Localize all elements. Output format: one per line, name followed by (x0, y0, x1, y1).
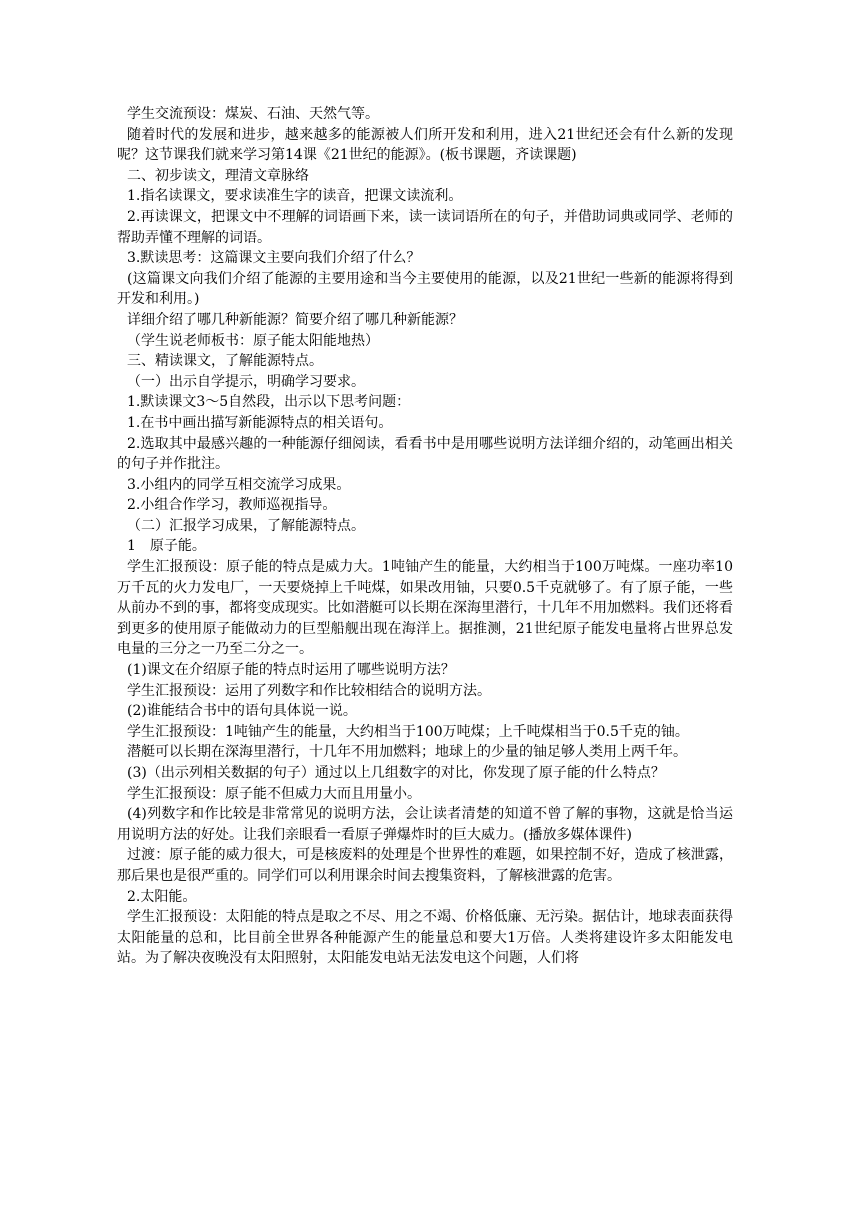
paragraph: (2)谁能结合书中的语句具体说一说。 (127, 703, 357, 720)
paragraph: （学生说老师板书：原子能太阳能地热） (127, 332, 379, 349)
paragraph: 3.小组内的同学互相交流学习成果。 (127, 476, 351, 493)
paragraph: 2.太阳能。 (127, 888, 197, 905)
paragraph: 1.指名读课文，要求读准生字的读音，把课文读流利。 (127, 188, 463, 205)
section-heading: 二、初步读文，理清文章脉络 (127, 167, 309, 184)
paragraph: 过渡：原子能的威力很大，可是核废料的处理是个世界性的难题，如果控制不好，造成了核泄露，那后果也是很严重的。同学们可以利用课余时间去搜集资料，了解核泄露的危害。 (117, 847, 733, 884)
paragraph: (这篇课文向我们介绍了能源的主要用途和当今主要使用的能源，以及21世纪一些新的能源将得到开发和利用。) (117, 270, 733, 308)
paragraph: （一）出示自学提示，明确学习要求。 (127, 373, 365, 390)
paragraph: 学生汇报预设：原子能的特点是威力大。1吨铀产生的能量，大约相当于100万吨煤。一座功率10万千瓦的火力发电厂，一天要烧掉上千吨煤，如果改用铀，只要0.5千克就够了。有了原子能，一些从前办不到的事，都将变成现实。比如潜艇可以长期在深海里潜行，十几年不用加燃料。我们还将看到更多的使用原子能做动力的巨型船舰出现在海洋上。据推测，21世纪原子能发电量将占世界总发电量的三分之一乃至二分之一。 (117, 559, 733, 658)
paragraph: 3.默读思考：这篇课文主要向我们介绍了什么？ (127, 250, 421, 267)
paragraph: 2.选取其中最感兴趣的一种能源仔细阅读，看看书中是用哪些说明方法详细介绍的，动笔画出相关的句子并作批注。 (117, 435, 733, 473)
paragraph: 随着时代的发展和进步，越来越多的能源被人们所开发和利用，进入21世纪还会有什么新的发现呢？这节课我们就来学习第14课《21世纪的能源》。(板书课题，齐读课题) (117, 126, 733, 164)
paragraph: 详细介绍了哪几种新能源？简要介绍了哪几种新能源？ (127, 311, 463, 328)
paragraph: (4)列数字和作比较是非常常见的说明方法，会让读者清楚的知道不曾了解的事物，这就是恰当运用说明方法的好处。让我们亲眼看一看原子弹爆炸时的巨大威力。(播放多媒体课件) (117, 806, 733, 843)
section-heading: 三、精读课文，了解能源特点。 (127, 353, 323, 370)
paragraph: (1)课文在介绍原子能的特点时运用了哪些说明方法？ (127, 662, 455, 679)
paragraph: 学生汇报预设：运用了列数字和作比较相结合的说明方法。 (127, 682, 491, 699)
paragraph: 2.再读课文，把课文中不理解的词语画下来，读一读词语所在的句子，并借助词典或同学、老师的帮助弄懂不理解的词语。 (117, 208, 733, 246)
paragraph: 2.小组合作学习，教师巡视指导。 (127, 497, 337, 514)
document-body (117, 104, 733, 969)
paragraph: 1.在书中画出描写新能源特点的相关语句。 (127, 414, 393, 431)
paragraph: 学生汇报预设：太阳能的特点是取之不尽、用之不竭、价格低廉、无污染。据估计，地球表面获得太阳能量的总和，比目前全世界各种能源产生的能量总和要大1万倍。人类将建设许多太阳能发电站。为了解决夜晚没有太阳照射，太阳能发电站无法发电这个问题，人们将 (117, 909, 733, 967)
paragraph: 学生汇报预设：1吨铀产生的能量，大约相当于100万吨煤；上千吨煤相当于0.5千克的铀。 (127, 723, 689, 740)
paragraph: 学生交流预设：煤炭、石油、天然气等。 (127, 106, 379, 122)
paragraph: 1.默读课文3～5自然段，出示以下思考问题： (127, 394, 411, 411)
paragraph: 潜艇可以长期在深海里潜行，十几年不用加燃料；地球上的少量的铀足够人类用上两千年。 (127, 744, 687, 761)
paragraph: （二）汇报学习成果，了解能源特点。 (127, 517, 365, 534)
paragraph: (3)（出示列相关数据的句子）通过以上几组数字的对比，你发现了原子能的什么特点？ (127, 765, 665, 781)
paragraph: 1 原子能。 (127, 538, 206, 555)
paragraph: 学生汇报预设：原子能不但威力大而且用量小。 (127, 785, 421, 802)
